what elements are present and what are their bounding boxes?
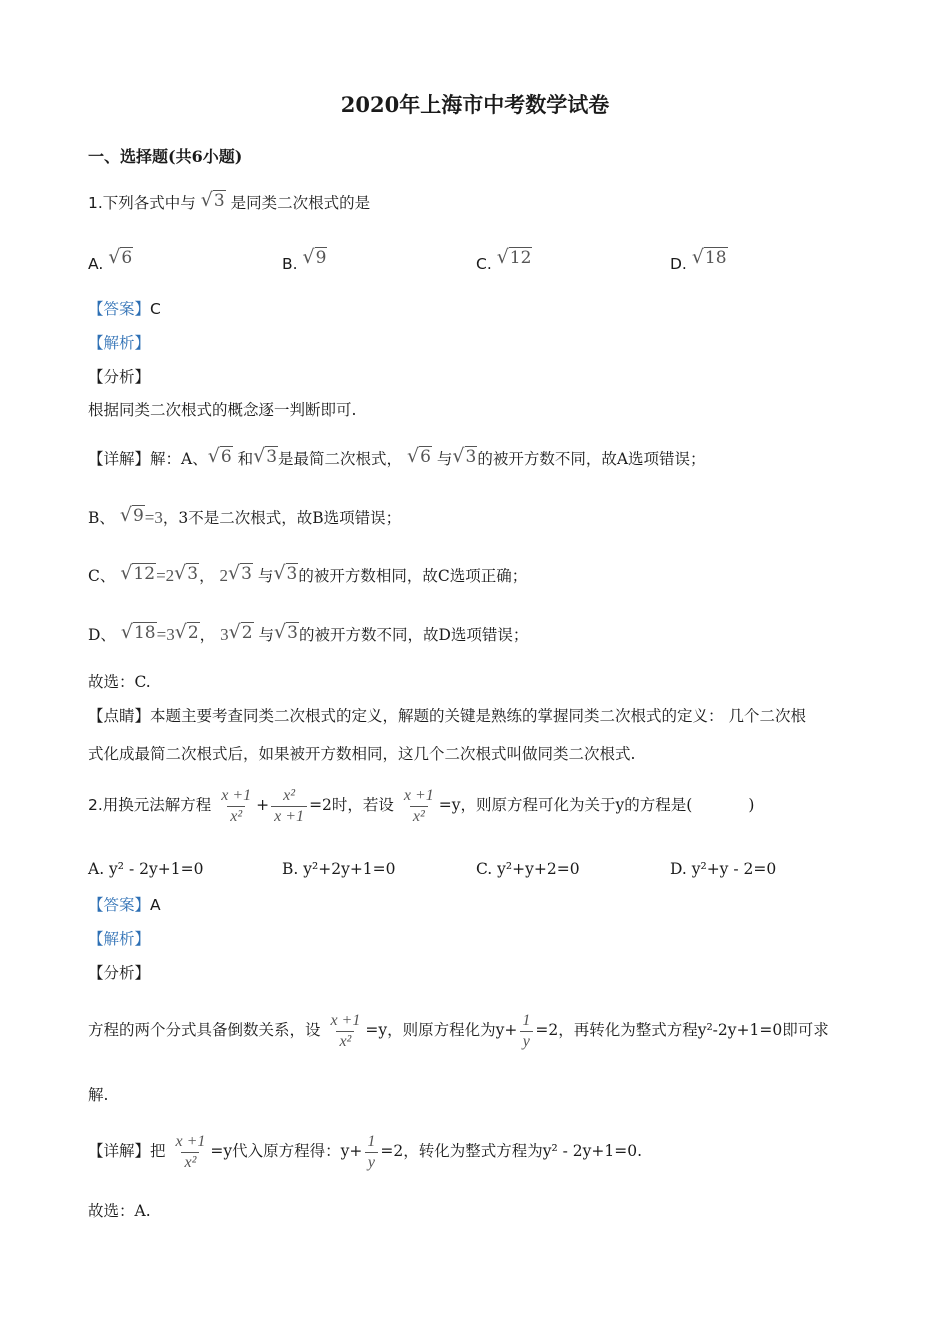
- question-1-stem: [88, 190, 370, 213]
- answer-line: [88, 299, 161, 319]
- analysis-line-1: 方程的两个分式具备倒数关系，设 $\frac{x +1}{\text{x²}}$ =y，则原方程化为y+ $\frac{1}{y}$ =2，再转化为整式方程y²-2y+1=0即可求: [88, 1011, 829, 1050]
- detail-line: 【详解】把 $\frac{x +1}{\text{x²}}$ =y代入原方程得：y+ $\frac{1}{y}$ =2，转化为整式方程为y² - 2y+1=0.: [88, 1132, 643, 1171]
- option-c[interactable]: C. √12: [476, 246, 532, 273]
- fraction: $\frac{x +1}{\text{x²}}$: [330, 1011, 361, 1050]
- sqrt-expression: √3: [274, 621, 298, 643]
- fraction: $\frac{1}{y}$: [519, 1011, 533, 1052]
- sqrt-expression: √3: [452, 445, 477, 467]
- question-2-stem: 2.用换元法解方程 $\frac{x +1}{\text{x²}}$ + $\frac{\text{x²}}{x +1}$ =2时，若设 $\frac{x +1}{\text{x²}}$ =y，则原方程可化为关于y的方程是( ): [88, 786, 755, 825]
- fraction: $\frac{\text{x²}}{x +1}$: [271, 786, 307, 827]
- sqrt-expression: √6: [407, 445, 431, 467]
- option-c[interactable]: C. y²+y+2=0: [476, 860, 580, 878]
- analysis-text: 根据同类二次根式的概念逐一判断即可.: [88, 401, 357, 419]
- sqrt-expression: √3: [273, 562, 298, 584]
- stem-text: 下列各式中与: [102, 194, 196, 212]
- answer-value: A: [150, 896, 161, 914]
- answer-tag: 【答案】: [88, 300, 151, 318]
- option-b[interactable]: B. √9: [282, 246, 327, 273]
- comment-line-2: 式化成最简二次根式后，如果被开方数相同，这几个二次根式叫做同类二次根式.: [88, 745, 636, 763]
- question-number: 1.: [88, 194, 103, 212]
- sqrt-expression: √3: [200, 189, 225, 211]
- fraction: $\frac{x +1}{\text{x²}}$: [403, 786, 434, 825]
- answer-value: C: [150, 300, 161, 318]
- option-d[interactable]: D. √18: [670, 246, 727, 273]
- sqrt-expression: √3: [174, 562, 199, 584]
- sqrt-expression: √18: [120, 621, 156, 643]
- fenxi-tag: 【分析】: [88, 964, 151, 982]
- sqrt-expression: √3: [228, 562, 252, 584]
- option-a[interactable]: A. y² - 2y+1=0: [88, 860, 204, 878]
- page-title: 2020年上海市中考数学试卷: [340, 92, 610, 117]
- question-number: 2.: [88, 796, 103, 814]
- sqrt-expression: √6: [207, 445, 232, 467]
- sqrt-expression: √12: [496, 246, 532, 268]
- sqrt-expression: √12: [120, 562, 156, 584]
- detail-line-a: 【详解】解：A、√6 和√3是最简二次根式， √6 与√3的被开方数不同，故A选项错误；: [88, 445, 706, 468]
- choose-line: 故选：A.: [88, 1202, 151, 1220]
- option-b[interactable]: B. y²+2y+1=0: [282, 860, 396, 878]
- jiexi-tag: 【解析】: [88, 930, 151, 948]
- fraction: $\frac{1}{y}$: [364, 1132, 378, 1173]
- detail-line-b: B、 √9=3，3不是二次根式，故B选项错误；: [88, 504, 402, 527]
- sqrt-expression: √2: [174, 621, 199, 643]
- option-a[interactable]: A. √6: [88, 246, 133, 273]
- detail-line-d: D、 √18=3√2， 3√2 与√3的被开方数不同，故D选项错误；: [88, 621, 529, 644]
- sqrt-expression: √2: [228, 621, 253, 643]
- fraction: $\frac{x +1}{\text{x²}}$: [221, 786, 252, 825]
- jiexi-tag: 【解析】: [88, 334, 151, 352]
- fraction: $\frac{x +1}{\text{x²}}$: [175, 1132, 206, 1171]
- sqrt-expression: √18: [691, 246, 727, 268]
- analysis-line-2: 解.: [88, 1086, 109, 1104]
- section-heading: 一、选择题(共6小题): [88, 147, 243, 166]
- sqrt-expression: √3: [253, 445, 278, 467]
- choose-line: 故选：C.: [88, 673, 151, 691]
- detail-line-c: C、 √12=2√3， 2√3 与√3的被开方数相同，故C选项正确；: [88, 562, 528, 585]
- answer-line: [88, 895, 161, 915]
- stem-text: 是同类二次根式的是: [230, 194, 371, 212]
- sqrt-expression: √6: [108, 246, 133, 268]
- sqrt-expression: √9: [302, 246, 327, 268]
- answer-tag: 【答案】: [88, 896, 151, 914]
- fenxi-tag: 【分析】: [88, 368, 151, 386]
- sqrt-expression: √9: [119, 504, 144, 526]
- comment-line-1: 【点睛】本题主要考查同类二次根式的定义，解题的关键是熟练的掌握同类二次根式的定义： 几个二次根: [88, 707, 806, 725]
- option-d[interactable]: D. y²+y - 2=0: [670, 860, 777, 878]
